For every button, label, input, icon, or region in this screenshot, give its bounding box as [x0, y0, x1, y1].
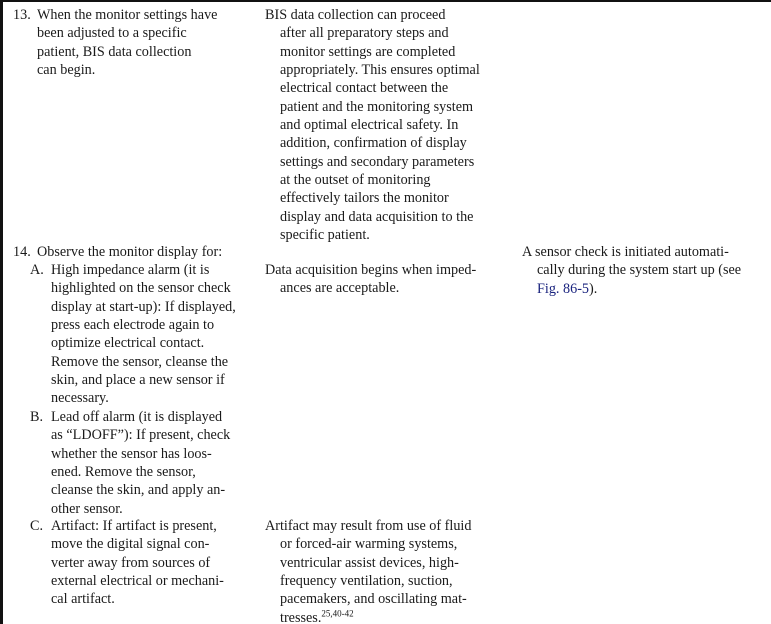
step-14-title: Observe the monitor display for:: [37, 244, 223, 260]
table-top-border: [0, 0, 771, 2]
note-line: [522, 280, 741, 298]
text-line: patient and the monitoring system: [280, 98, 474, 115]
text-line: patient, BIS data collection: [37, 43, 192, 60]
text-line: after all preparatory steps and: [280, 25, 449, 42]
text-line: whether the sensor has loos-: [51, 445, 212, 462]
step-14a-text: [51, 261, 236, 408]
figure-link[interactable]: Fig. 86-5: [537, 280, 590, 297]
text-line: High impedance alarm (it is: [51, 262, 210, 278]
note-line: A sensor check is initiated automati-: [522, 244, 729, 260]
text-line: verter away from sources of: [51, 554, 211, 571]
step-14c-text: [51, 517, 224, 609]
text-line: can begin.: [37, 62, 96, 79]
text-line: necessary.: [51, 390, 109, 407]
step-14-note: [522, 243, 741, 298]
text-line: highlighted on the sensor check: [51, 280, 231, 297]
step-14c-letter: C.: [30, 518, 44, 534]
text-line: display and data acquisition to the: [280, 208, 474, 225]
text-line: Remove the sensor, cleanse the: [51, 353, 229, 370]
text-line: at the outset of monitoring: [280, 172, 431, 189]
text-line: effectively tailors the monitor: [280, 190, 449, 207]
text-line: been adjusted to a specific: [37, 25, 187, 42]
text-line: monitor settings are completed: [280, 43, 456, 60]
step-13-rationale: [265, 6, 480, 244]
text-line: display at start-up): If displayed,: [51, 298, 236, 315]
step-14a-rationale: [265, 261, 476, 298]
text-line: Artifact may result from use of fluid: [265, 518, 472, 534]
text-line: addition, confirmation of display: [280, 135, 467, 152]
text-line: electrical contact between the: [280, 80, 449, 97]
text-line: press each electrode again to: [51, 317, 215, 334]
text-line: When the monitor settings have: [37, 7, 218, 23]
table-left-border: [0, 0, 3, 624]
text-line: ances are acceptable.: [280, 280, 400, 297]
note-suffix: ).: [589, 280, 598, 297]
text-line: other sensor.: [51, 500, 123, 517]
text-line: pacemakers, and oscillating mat-: [280, 591, 467, 608]
text-line: ened. Remove the sensor,: [51, 464, 196, 481]
step-14b-text: [51, 408, 230, 518]
step-14b-letter: B.: [30, 409, 44, 425]
step-13-text: [37, 6, 217, 79]
text-line: Lead off alarm (it is displayed: [51, 409, 223, 425]
text-line: appropriately. This ensures optimal: [280, 62, 480, 79]
text-line: BIS data collection can proceed: [265, 7, 446, 23]
text-line: tresses.$^{25,40-42}$: [280, 607, 354, 624]
text-line: Artifact: If artifact is present,: [51, 518, 217, 534]
text-line: cal artifact.: [51, 591, 115, 608]
step-14a-letter: A.: [30, 262, 44, 278]
citation: 25,40-42: [321, 607, 354, 618]
text-line: frequency ventilation, suction,: [280, 573, 453, 590]
step-14c-rationale: [265, 517, 471, 624]
text-line: settings and secondary parameters: [280, 153, 475, 170]
text-line: Data acquisition begins when imped-: [265, 262, 477, 278]
text-line: as “LDOFF”): If present, check: [51, 427, 231, 444]
text-line: cleanse the skin, and apply an-: [51, 482, 226, 499]
text-line: skin, and place a new sensor if: [51, 372, 225, 389]
text-line: and optimal electrical safety. In: [280, 117, 459, 134]
text-line: ventricular assist devices, high-: [280, 554, 459, 571]
text-line: external electrical or mechani-: [51, 573, 224, 590]
text-line: specific patient.: [280, 227, 370, 244]
text-line: move the digital signal con-: [51, 536, 210, 553]
text-line: or forced-air warming systems,: [280, 536, 458, 553]
note-line: cally during the system start up (see: [537, 262, 742, 279]
text-line: optimize electrical contact.: [51, 335, 205, 352]
step-14-number: 14.: [13, 244, 31, 260]
step-13-number: 13.: [13, 7, 31, 23]
